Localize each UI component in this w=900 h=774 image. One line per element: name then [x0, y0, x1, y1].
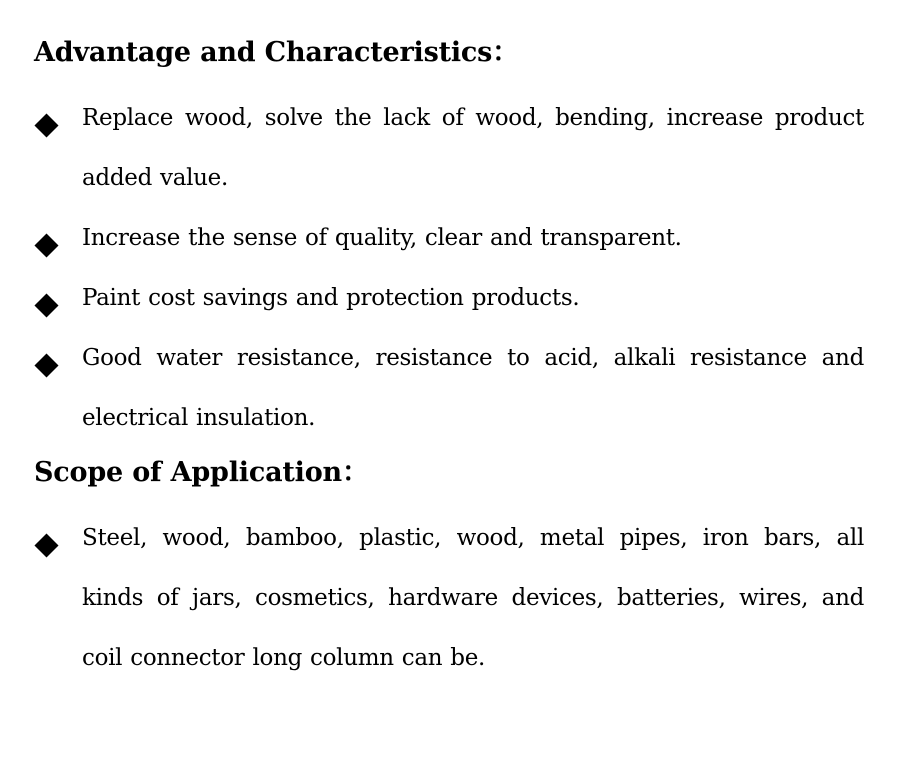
list-item-text: Increase the sense of quality, clear and transparent.: [82, 225, 682, 251]
list-item-text: Steel, wood, bamboo, plastic, wood, metal pipes, iron bars, all kinds of jars, cosmetics, hardware devices, batteries, wires, and coil connector long column can be.: [82, 525, 864, 671]
diamond-bullet-icon: [34, 533, 58, 557]
diamond-bullet-icon: [34, 293, 58, 317]
list-item: [34, 340, 864, 431]
heading-colon: ：: [492, 37, 519, 68]
list-item-text: Paint cost savings and protection products.: [82, 285, 580, 311]
list-item: [34, 520, 864, 671]
diamond-bullet-icon: [34, 233, 58, 257]
list-item: [34, 100, 864, 191]
section-heading-text: Scope of Application: [34, 457, 342, 488]
diamond-bullet-icon: [34, 113, 58, 137]
heading-colon: ：: [341, 457, 369, 488]
list-item-text: Replace wood, solve the lack of wood, bending, increase product added value.: [82, 105, 864, 191]
list-item-text: Good water resistance, resistance to acid, alkali resistance and electrical insulation.: [82, 345, 864, 431]
section-heading-advantages: [34, 36, 519, 70]
section-heading-scope: [34, 456, 369, 490]
diamond-bullet-icon: [34, 353, 58, 377]
section-heading-text: Advantage and Characteristics: [34, 37, 493, 68]
